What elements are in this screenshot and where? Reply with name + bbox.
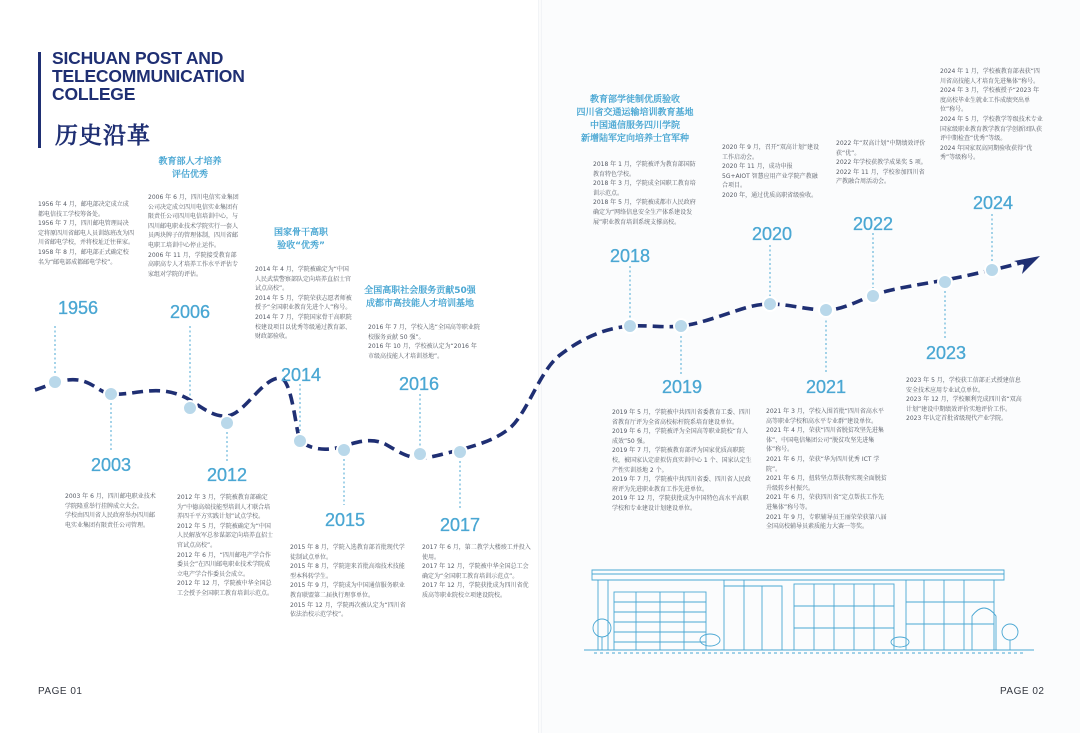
text-2019-1: 2019 年 5 月，学院被中共四川省委教育工委、四川省教育厅评为全省高校标杆院系培育建设单位。 <box>612 409 751 426</box>
text-2020-1: 2020 年 9 月，召开“双高计划”建设工作启动会。 <box>722 144 820 161</box>
text-block-2018 <box>593 160 697 227</box>
text-2024-2: 2024 年 3 月，学校被授予“2023 年度高校毕业生就业工作成绩突出单位”称号。 <box>940 87 1040 114</box>
text-2022-2: 2022 年学校获教学成果奖 5 项。 <box>836 159 927 167</box>
node-2018 <box>623 319 637 333</box>
text-2006-2: 2006 年 11 月，学院接受教育部高职高专人才培养工作水平评估专家组对学院的评估。 <box>148 251 239 278</box>
text-2003-2: 学校由四川省人民政府举办四川邮电实业集团有限责任公司管理。 <box>65 512 156 529</box>
node-2023 <box>938 275 952 289</box>
highlight-2016-line-1: 全国高职社会服务贡献50强 <box>364 286 476 296</box>
text-2021-5: 2021 年 6 月，荣获四川省“定点帮扶工作先进集体”称号等。 <box>766 494 884 511</box>
page-number-left: PAGE 01 <box>38 686 83 697</box>
text-2017-2: 2017 年 12 月，学院被中华全国总工会确定为“全国职工教育培训示范点”。 <box>422 563 529 580</box>
text-2014-1: 2014 年 4 月，学院被确定为“中国人民武装警察部队定向培养直招士官试点高校”。 <box>255 266 352 293</box>
highlight-2016 <box>355 285 485 311</box>
text-2012-2: 2012 年 5 月，学院被确定为“中国人民解放军总参谋部定向培养直招士官试点高校”。 <box>177 522 274 549</box>
text-2017-1: 2017 年 6 月，第二教学大楼竣工并投入使用。 <box>422 544 531 561</box>
highlight-2016-line-2: 成都市高技能人才培训基地 <box>365 299 474 309</box>
node-2019 <box>674 319 688 333</box>
year-label-2024: 2024 <box>973 193 1014 213</box>
text-2012-1: 2012 年 3 月，学院被教育部确定为“中德高端技能型培训人才联合培养四千平方实践计划”试点学校。 <box>177 494 271 521</box>
text-block-2003 <box>65 492 157 530</box>
text-2021-1: 2021 年 3 月，学校入围首批“四川省高水平高等职业学校和高水平专业群”建设单位。 <box>766 408 884 425</box>
text-2014-2: 2014 年 5 月，学院荣获志愿者师被授予“全国职业教育先进个人”称号。 <box>255 294 352 312</box>
college-name-line-1: SICHUAN POST AND <box>52 48 224 68</box>
text-2020-2: 2020 年 11 月，成功申报 5G+AIOT 智慧应用产业学院产教融合项目。 <box>722 163 818 190</box>
node-2017 <box>453 445 467 459</box>
text-2019-5: 2019 年 12 月，学院获批成为中国特色高水平高职学校和专业建设计划建设单位。 <box>612 495 749 512</box>
page-number-right: PAGE 02 <box>1000 686 1045 697</box>
text-2023-1: 2023 年 5 月，学校获工信部正式授建信息安全技术应用专业试点单位。 <box>906 377 1021 394</box>
year-label-2021: 2021 <box>806 377 847 397</box>
highlight-2006-line-2: 评估优秀 <box>171 170 208 180</box>
college-name-line-3: COLLEGE <box>52 84 136 104</box>
text-2003-1: 2003 年 6 月，四川邮电职业技术学院隆重举行挂牌成立大会。 <box>65 493 156 510</box>
highlight-2014 <box>255 227 347 253</box>
highlight-2014-line-1: 国家骨干高职 <box>273 228 328 238</box>
highlight-2018-line-1: 教育部学徒制优质验收 <box>589 95 680 105</box>
year-label-2006: 2006 <box>170 302 211 322</box>
text-block-2017 <box>422 543 534 601</box>
timeline-arrow-head <box>1014 256 1040 274</box>
text-block-2021 <box>766 407 888 532</box>
text-2023-3: 2023 年认定首批省级现代产业学院。 <box>906 415 1008 423</box>
text-2018-1: 2018 年 1 月，学院被评为教育部国防教育特色学校。 <box>593 161 696 178</box>
year-label-2016: 2016 <box>399 374 440 394</box>
text-2016-2: 2016 年 10 月，学校被认定为“2016 年市级高技能人才培训基地”。 <box>368 343 477 360</box>
text-1956-2: 1956 年 7 月，四川邮电管理局决定将原四川省邮电人员训练班改为四川省邮电学校，并将校址迁往崔家。 <box>38 220 135 247</box>
node-2016 <box>413 447 427 461</box>
year-label-2018: 2018 <box>610 246 651 266</box>
text-block-2019 <box>612 408 752 514</box>
year-label-2019: 2019 <box>662 377 703 397</box>
campus-building-illustration <box>584 556 1034 656</box>
text-1956-3: 1958 年 8 月，邮电部正式确定校名为“邮电部成都邮电学校”。 <box>38 248 129 266</box>
year-label-2022: 2022 <box>853 214 894 234</box>
node-2014 <box>293 434 307 448</box>
text-2020-3: 2020 年，通过优质高职省级验收。 <box>722 191 818 199</box>
year-label-2012: 2012 <box>207 465 248 485</box>
highlight-2018-line-3: 中国通信服务四川学院 <box>589 121 680 131</box>
year-label-2023: 2023 <box>926 343 967 363</box>
node-2020 <box>763 297 777 311</box>
text-2022-3: 2022 年 11 月，学校参加四川省产教融合周活动会。 <box>836 168 925 186</box>
node-2022 <box>866 289 880 303</box>
text-2016-1: 2016 年 7 月，学校入选“全国高等职业院校服务贡献 50 强”。 <box>368 324 480 341</box>
text-2006-1: 2006 年 6 月，四川电信实业集团公司决定成立四川电信实业集团有限责任公司四川电信培训中心，与四川邮电职业技术学院实行一套人员两块牌子的管理体制，四川省邮电职工培训中心停止运作。 <box>148 194 239 249</box>
text-block-2022 <box>836 139 930 187</box>
highlight-2018 <box>566 94 704 146</box>
highlight-2006-line-1: 教育部人才培养 <box>158 157 222 167</box>
text-2018-3: 2018 年 5 月，学院被成都市人民政府确定为“网络信息安全生产体系建设发展”职业教育培训系统支撑高校。 <box>593 199 696 226</box>
text-2012-4: 2012 年 12 月，学院被中华全国总工会授予全国职工教育培训示范点。 <box>177 580 274 597</box>
text-2024-4: 2024 年国家双高同期验收获得“优秀”等级称号。 <box>940 144 1033 162</box>
year-label-2014: 2014 <box>281 365 322 385</box>
highlight-2014-line-2: 验收“优秀” <box>277 241 325 251</box>
section-title-history: 历史沿革 <box>55 123 151 149</box>
highlight-2006 <box>140 156 240 182</box>
year-label-2017: 2017 <box>440 515 481 535</box>
text-2014-3: 2014 年 7 月，学院国家骨干高职院校建设项目以优秀等级通过教育部、财政部验收。 <box>255 313 352 341</box>
text-2015-3: 2015 年 9 月，学院成为中国通信服务职业教育联盟第二届执行理事单位。 <box>290 582 405 599</box>
text-2012-3: 2012 年 6 月，“四川邮电产学合作委员会”在四川邮电职业技术学院成立电产学合作委员会成立。 <box>177 551 271 578</box>
node-2012 <box>220 416 234 430</box>
year-label-2020: 2020 <box>752 224 793 244</box>
text-block-2023 <box>906 376 1022 424</box>
node-2021 <box>819 303 833 317</box>
college-name-line-2: TELECOMMUNICATION <box>52 66 245 86</box>
text-block-2020 <box>722 143 820 201</box>
text-1956-1: 1956 年 4 月，邮电部决定成立成都电信技工学校筹备处。 <box>38 201 129 218</box>
text-2017-3: 2017 年 12 月，学院获批成为四川省优质高等职业院校立项建设院校。 <box>422 582 529 599</box>
year-label-2015: 2015 <box>325 510 366 530</box>
node-2015 <box>337 443 351 457</box>
year-label-2003: 2003 <box>91 455 132 475</box>
text-2015-1: 2015 年 8 月，学院入选教育部首批现代学徒制试点单位。 <box>290 544 405 561</box>
text-2015-2: 2015 年 8 月，学院迎来首批高端技术技能型本科转学生。 <box>290 563 405 580</box>
text-2023-2: 2023 年 12 月，学校顺利完成四川省“双高计划”建设中期绩效评价实地评价工作。 <box>906 396 1022 413</box>
node-2024 <box>985 263 999 277</box>
text-block-2016 <box>368 323 480 361</box>
text-2021-6: 2021 年 9 月，专职辅导员王丽荣荣获第八届全国高校辅导员素质能力大赛一等奖。 <box>766 513 887 531</box>
text-2021-4: 2021 年 6 月，扭转坚点帮扶物实现全面脱贫升级转乡村振兴。 <box>766 475 887 492</box>
highlight-2018-line-4: 新增陆军定向培养士官军种 <box>580 134 689 144</box>
node-2003 <box>104 387 118 401</box>
text-block-1956 <box>38 200 134 267</box>
highlight-2018-line-2: 四川省交通运输培训教育基地 <box>576 108 694 118</box>
text-2015-4: 2015 年 12 月，学院再次被认定为“四川省依法治校示范学校”。 <box>290 601 406 619</box>
text-2018-2: 2018 年 3 月，学院成全国职工教育培训示范点。 <box>593 180 696 197</box>
text-block-2024 <box>940 67 1044 163</box>
text-block-2006 <box>148 193 242 279</box>
text-2024-1: 2024 年 1 月，学校被教育部表获“四川省高技能人才培育先进集体”称号。 <box>940 68 1040 85</box>
text-2024-3: 2024 年 5 月，学校教学等级技术专业国家级职业教育教学教育学创新团队获评中期检查“优秀”等级。 <box>940 115 1043 143</box>
text-2021-2: 2021 年 4 月，荣获“四川省脱贫攻坚先进集体”、中国电信集团公司“脱贫攻坚先进集体”称号。 <box>766 427 884 454</box>
text-block-2015 <box>290 543 406 620</box>
text-2019-3: 2019 年 7 月，学院被教育部评为国家优质高职院校，被国家认定虚拟仿真实训中心 1 个、国家认定生产性实训基地 2 个。 <box>612 447 752 474</box>
text-block-2014 <box>255 265 353 342</box>
node-1956 <box>48 375 62 389</box>
text-block-2012 <box>177 493 273 599</box>
year-label-1956: 1956 <box>58 298 99 318</box>
text-2019-2: 2019 年 6 月，学院被评为全国高等职业院校“育人成效”50 强。 <box>612 428 748 445</box>
text-2021-3: 2021 年 6 月，荣获“华为四川优秀 ICT 学院”。 <box>766 455 880 473</box>
text-2019-4: 2019 年 7 月，学院被中共四川省委、四川省人民政府评为先进职业教育工作先进单位。 <box>612 476 751 493</box>
text-2022-1: 2022 年“双高计划”中期绩效评价获“优”。 <box>836 140 926 157</box>
node-2006 <box>183 401 197 415</box>
